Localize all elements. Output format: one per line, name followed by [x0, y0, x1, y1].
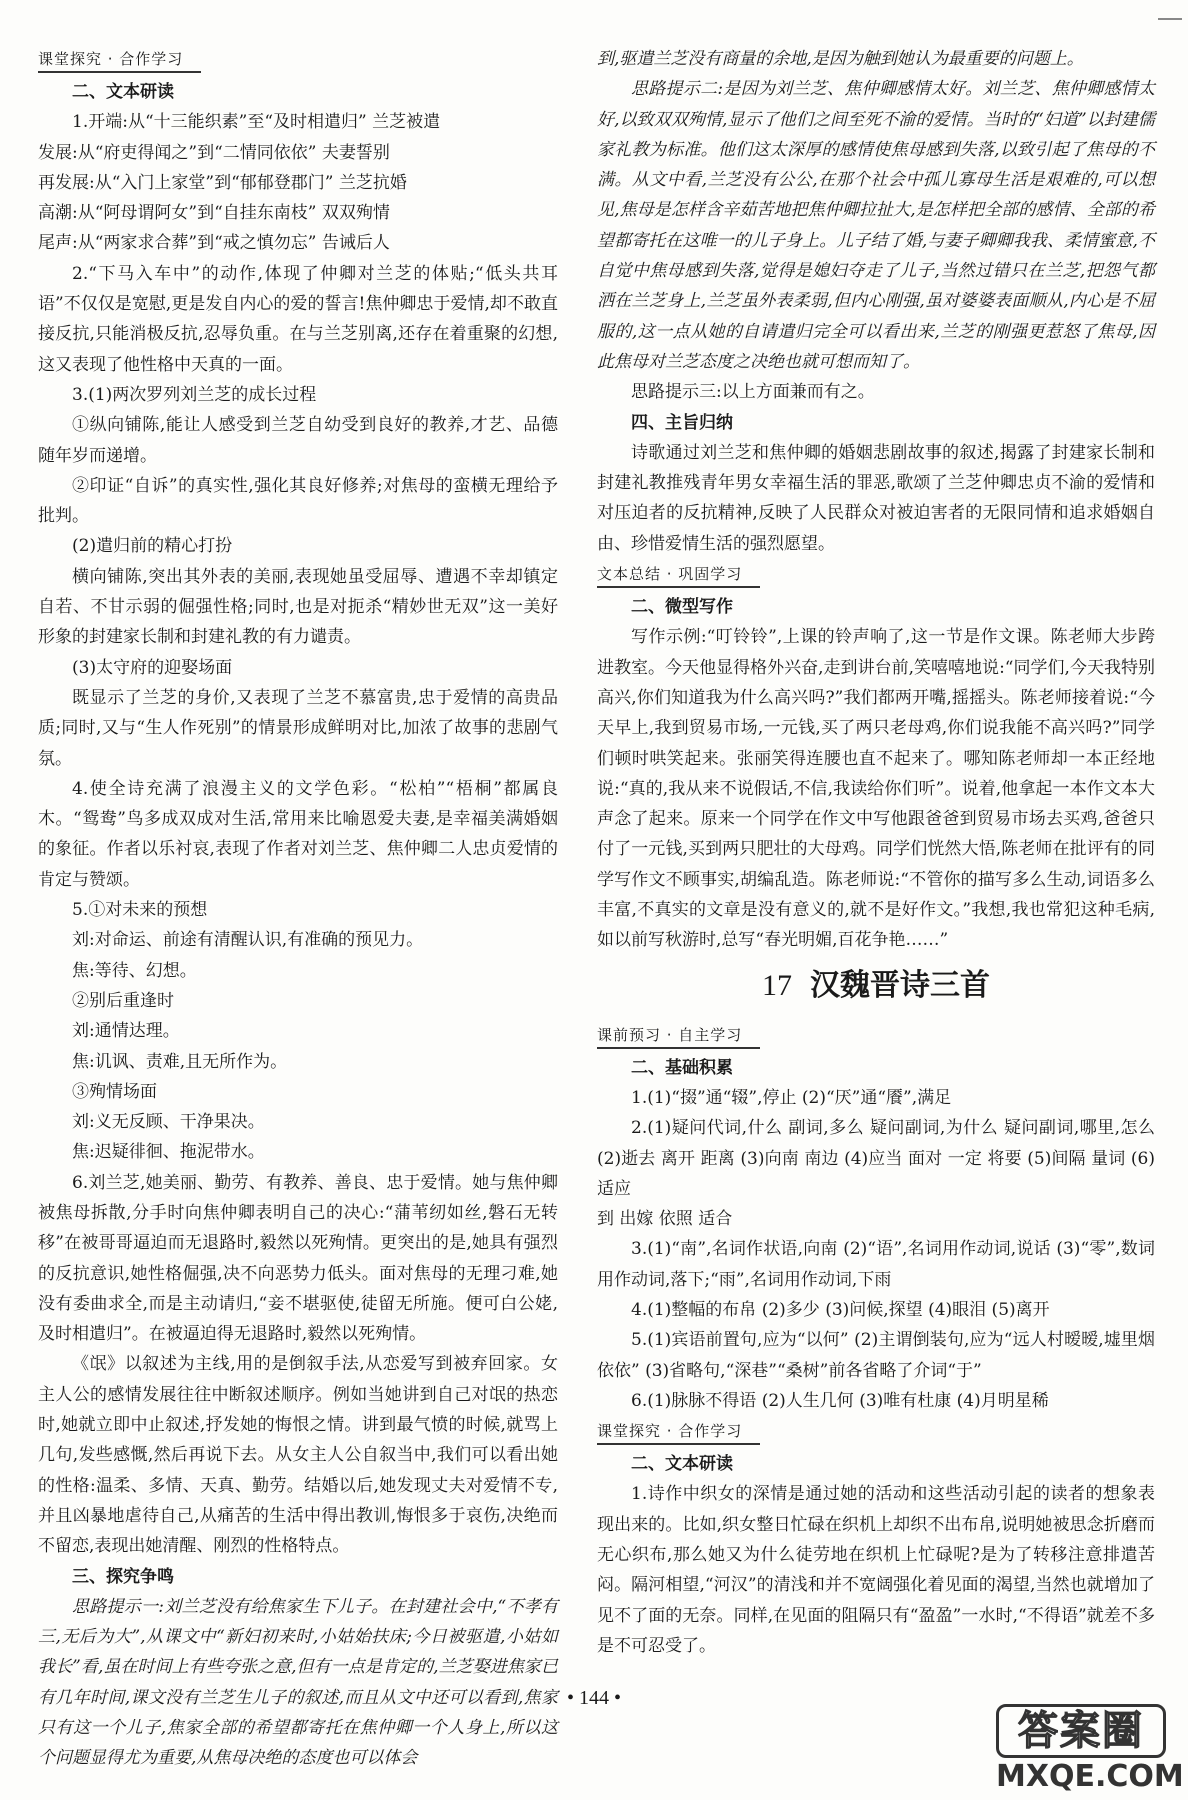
section-heading: 三、探究争鸣 — [72, 1566, 174, 1587]
paragraph: 思路提示一:刘兰芝没有给焦家生下儿子。在封建社会中,“不孝有三,无后为大”,从课文中“新妇初来时,小姑始扶床;今日被驱遣,小姑如我长”看,虽在时间上有些夸张之意,但有一点是肯定的,兰芝娶进焦家已有几年时间,课文没有兰芝生儿子的叙述,而且从文中还可以看到,焦家只有这一个儿子,焦家全部的希望都寄托在焦仲卿一个人身上,所以这个问题显得尤为重要,从焦母决绝的态度也可以体会 — [38, 1596, 558, 1769]
paragraph: 刘:通情达理。 — [72, 1021, 180, 1042]
outline-line: 1.开端:从“十三能织素”至“及时相遣归” 兰芝被遣 — [72, 112, 441, 133]
paragraph: 到 出嫁 依照 适合 — [597, 1209, 733, 1230]
paragraph: 焦:迟疑徘徊、拖泥带水。 — [72, 1142, 265, 1163]
paragraph: 刘:对命运、前途有清醒认识,有准确的预见力。 — [72, 930, 424, 951]
paragraph: 5.①对未来的预想 — [72, 900, 208, 921]
paragraph: 思路提示三:以上方面兼而有之。 — [631, 382, 875, 403]
paragraph: 3.(1)“南”,名词作状语,向南 (2)“语”,名词用作动词,说话 (3)“零”,数词用作动词,落下;“雨”,名词用作动词,下雨 — [597, 1239, 1155, 1290]
paragraph: ②印证“自诉”的真实性,强化其良好修养;对焦母的蛮横无理给予批判。 — [38, 475, 558, 527]
paragraph: 焦:讥讽、责难,且无所作为。 — [72, 1051, 288, 1072]
left-column — [38, 44, 558, 1774]
paragraph: 横向铺陈,突出其外表的美丽,表现她虽受屈辱、遭遇不幸却镇定自若、不甘示弱的倔强性格;同时,也是对扼杀“精妙世无双”这一美好形象的封建家长制和封建礼教的有力谴责。 — [38, 566, 558, 648]
paragraph: 《氓》以叙述为主线,用的是倒叙手法,从恋爱写到被弃回家。女主人公的感情发展往往中断叙述顺序。例如当她讲到自己对氓的热恋时,她就立即中止叙述,抒发她的悔恨之情。讲到最气愤的时候,就骂上几句,发些感慨,然后再说下去。从女主人公自叙当中,我们可以看出她的性格:温柔、多情、天真、勤劳。结婚以后,她发现丈夫对爱情不专,并且凶暴地虐待自己,从痛苦的生活中得出教训,悔恨多于哀伤,决绝而不留恋,表现出她清醒、刚烈的性格特点。 — [38, 1354, 558, 1557]
chapter-title — [597, 968, 1155, 1004]
paragraph: 4.(1)整幅的布帛 (2)多少 (3)问候,探望 (4)眼泪 (5)离开 — [631, 1299, 1050, 1320]
outline-line: 再发展:从“入门上家堂”到“郁郁登郡门” 兰芝抗婚 — [38, 172, 407, 193]
paragraph: 写作示例:“叮铃铃”,上课的铃声响了,这一节是作文课。陈老师大步跨进教室。今天他显得格外兴奋,走到讲台前,笑嘻嘻地说:“同学们,今天我特别高兴,你们知道我为什么高兴吗?”我们都两开嘴,摇摇头。陈老师接着说:“今天早上,我到贸易市场,一元钱,买了两只老母鸡,你们说我能不高兴吗?”同学们顿时哄笑起来。张丽笑得连腰也直不起来了。哪知陈老师却一本正经地说:“真的,我从来不说假话,不信,我读给你们听”。说着,他拿起一本作文本大声念了起来。原来一个同学在作文中写他跟爸爸到贸易市场去买鸡,爸爸只付了一元钱,买到两只肥壮的大母鸡。同学们恍然大悟,陈老师在批评有的同学写作文不顾事实,胡编乱造。陈老师说:“不管你的描写多么生动,词语多么丰富,不真实的文章是没有意义的,就不是好作文。”我想,我也常犯这种毛病,如以前写秋游时,总写“春光明媚,百花争艳……” — [597, 627, 1155, 951]
watermark-logo — [996, 1704, 1184, 1794]
paragraph: (3)太守府的迎娶场面 — [72, 657, 233, 678]
paragraph: 6.(1)脉脉不得语 (2)人生几何 (3)唯有杜康 (4)月明星稀 — [631, 1390, 1049, 1411]
outline-line: 发展:从“府吏得闻之”到“二情同依依” 夫妻誓别 — [38, 142, 390, 163]
paragraph: 6.刘兰芝,她美丽、勤劳、有教养、善良、忠于爱情。她与焦仲卿被焦母拆散,分手时向焦仲卿表明自己的决心:“蒲苇纫如丝,磐石无转移”在被哥哥逼迫而无退路时,毅然以死殉情。更突出的是,她具有强烈的反抗意识,她性格倔强,决不向恶势力低头。面对焦母的无理刁难,她没有委曲求全,而是主动请归,“妾不堪驱使,徒留无所施。便可白公姥,及时相遣归”。在被逼迫得无退路时,毅然以死殉情。 — [38, 1172, 558, 1345]
paragraph: 5.(1)宾语前置句,应为“以何” (2)主谓倒装句,应为“远人村暧暧,墟里烟依依” (3)省略句,“深巷”“桑树”前各省略了介词“于” — [597, 1330, 1155, 1381]
chapter-number: 17 — [762, 968, 792, 1002]
paragraph: 诗歌通过刘兰芝和焦仲卿的婚姻悲剧故事的叙述,揭露了封建家长制和封建礼教推残青年男女幸福生活的罪恶,歌颂了兰芝仲卿忠贞不渝的爱情和对压迫者的反抗精神,反映了人民群众对被迫害者的无限同情和追求婚姻自由、珍惜爱情生活的强烈愿望。 — [597, 442, 1155, 554]
section-tag: 文本总结 · 巩固学习 — [597, 563, 760, 588]
chapter-name: 汉魏晋诗三首 — [810, 967, 990, 1003]
section-heading: 二、微型写作 — [631, 597, 733, 618]
paragraph: 2.“下马入车中”的动作,体现了仲卿对兰芝的体贴;“低头共耳语”不仅仅是宽慰,更是发自内心的爱的誓言!焦仲卿忠于爱情,却不敢直接反抗,只能消极反抗,忍辱负重。在与兰芝别离,还存在着重聚的幻想,这又表现了他性格中天真的一面。 — [38, 263, 558, 375]
watermark-top: 答案圈 — [996, 1704, 1166, 1758]
section-heading: 二、基础积累 — [631, 1057, 733, 1078]
section-heading: 二、文本研读 — [72, 82, 174, 102]
page-number: • 144 • — [566, 1687, 621, 1709]
section-tag: 课堂探究 · 合作学习 — [597, 1420, 760, 1445]
section-tag: 课前预习 · 自主学习 — [597, 1024, 760, 1049]
right-column — [597, 44, 1155, 1661]
section-tag: 课堂探究 · 合作学习 — [38, 48, 201, 73]
corner-rule — [1158, 18, 1182, 20]
paragraph: 1.(1)“掇”通“辍”,停止 (2)“厌”通“餍”,满足 — [631, 1087, 952, 1108]
paragraph: ②别后重逢时 — [72, 990, 174, 1011]
paragraph: 1.诗作中织女的深情是通过她的活动和这些活动引起的读者的想象表现出来的。比如,织女整日忙碌在织机上却织不出布帛,说明她被思念折磨而无心织布,那么她又为什么徒劳地在织机上忙碌呢?是为了转移注意排遣苦闷。隔河相望,“河汉”的清浅和并不宽阔强化着见面的渴望,当然也就增加了见不了面的无奈。同样,在见面的阻隔只有“盈盈”一水时,“不得语”就差不多是不可忍受了。 — [597, 1484, 1155, 1656]
paragraph: 刘:义无反顾、干净果决。 — [72, 1112, 265, 1133]
paragraph: 3.(1)两次罗列刘兰芝的成长过程 — [72, 384, 317, 405]
outline-line: 尾声:从“两家求合葬”到“戒之慎勿忘” 告诫后人 — [38, 233, 390, 254]
paragraph: 2.(1)疑问代词,什么 副词,多么 疑问副词,为什么 疑问副词,哪里,怎么 (2)逝去 离开 距离 (3)向南 南边 (4)应当 面对 一定 将要 (5)间隔 量词 (6)适应 — [597, 1118, 1155, 1199]
paragraph: 焦:等待、幻想。 — [72, 960, 197, 981]
section-heading: 四、主旨归纳 — [631, 412, 733, 433]
paragraph: (2)遣归前的精心打扮 — [72, 536, 233, 557]
paragraph: 到,驱遣兰芝没有商量的余地,是因为触到她认为最重要的问题上。 — [597, 49, 1084, 69]
paragraph: 4.使全诗充满了浪漫主义的文学色彩。“松柏”“梧桐”都属良木。“鸳鸯”鸟多成双成对生活,常用来比喻恩爱夫妻,是幸福美满婚姻的象征。作者以乐衬哀,表现了作者对刘兰芝、焦仲卿二人忠贞爱情的肯定与赞颂。 — [38, 778, 558, 890]
paragraph: ③殉情场面 — [72, 1081, 157, 1102]
paragraph: ①纵向铺陈,能让人感受到兰芝自幼受到良好的教养,才艺、品德随年岁而递增。 — [38, 415, 558, 466]
watermark-bottom: MXQE.COM — [996, 1759, 1184, 1794]
outline-line: 高潮:从“阿母谓阿女”到“自挂东南枝” 双双殉情 — [38, 203, 390, 224]
paragraph: 思路提示二:是因为刘兰芝、焦仲卿感情太好。刘兰芝、焦仲卿感情太好,以致双双殉情,显示了他们之间至死不渝的爱情。当时的“妇道”以封建儒家礼教为标准。他们这太深厚的感情使焦母感到失落,以致引起了焦母的不满。从文中看,兰芝没有公公,在那个社会中孤儿寡母生活是艰难的,可以想见,焦母是怎样含辛茹苦地把焦仲卿拉扯大,是怎样把全部的感情、全部的希望都寄托在这唯一的儿子身上。儿子结了婚,与妻子卿卿我我、柔情蜜意,不自觉中焦母感到失落,觉得是媳妇夺走了儿子,当然过错只在兰芝,把怨气都洒在兰芝身上,兰芝虽外表柔弱,但内心刚强,虽对婆婆表面顺从,内心是不屈服的,这一点从她的自请遣归完全可以看出来,兰芝的刚强更惹怒了焦母,因此焦母对兰芝态度之决绝也就可想而知了。 — [597, 79, 1155, 372]
section-heading: 二、文本研读 — [631, 1454, 733, 1475]
paragraph: 既显示了兰芝的身价,又表现了兰芝不慕富贵,忠于爱情的高贵品质;同时,又与“生人作死别”的情景形成鲜明对比,加浓了故事的悲剧气氛。 — [38, 687, 558, 769]
